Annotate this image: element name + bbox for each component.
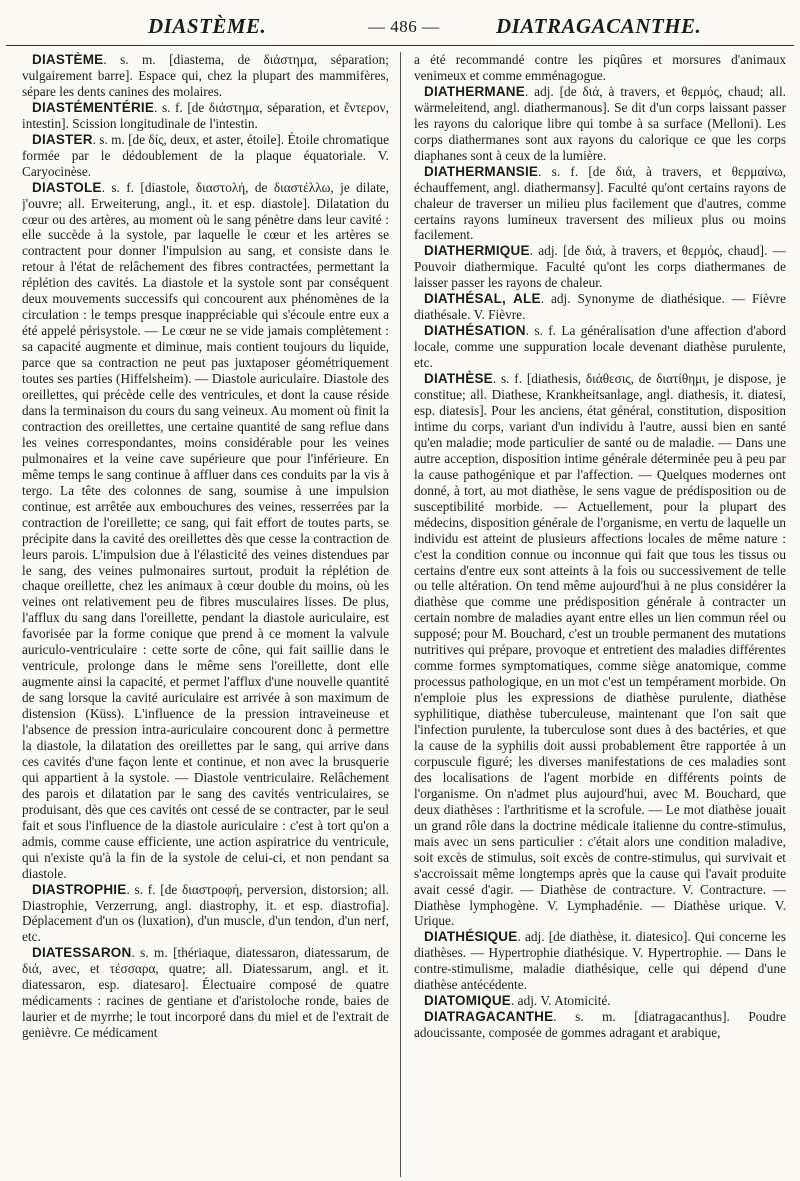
right-column <box>414 52 786 1176</box>
dictionary-entry <box>414 84 786 164</box>
dictionary-entry <box>22 945 389 1041</box>
dictionary-entry <box>414 243 786 291</box>
entry-definition: . adj. V. Atomicité. <box>511 993 611 1009</box>
entry-headword: DIATHERMANE <box>424 83 525 99</box>
dictionary-entry <box>414 291 786 323</box>
entry-headword: DIATHÉSAL, ALE <box>424 291 541 307</box>
dictionary-entry <box>414 1009 786 1041</box>
column-divider <box>400 52 401 1177</box>
entry-definition: . s. f. [de διαστροφή, perversion, distorsion; all. Diastrophie, Verzerrung, angl. diastrophy, it. et esp. diastrofia]. Déplacement d'un os (luxation), d'un muscle, d'un tendon, d'un nerf, etc. <box>22 881 389 945</box>
entry-definition: . s. f. [de διά, à travers, et θερμαίνω, échauffement, angl. diathermansy]. Faculté qu'ont certains rayons de chaleur de traverser un milieu plus facilement que d'autres, comme certains rayons lumineux traversent des milieux plus ou moins facilement. <box>414 163 786 243</box>
entry-headword: DIASTOLE <box>32 179 102 195</box>
header-rule <box>6 45 794 46</box>
entry-definition: . s. f. La généralisation d'une affection d'abord locale, comme une suppuration locale devenant diathèse purulente, etc. <box>414 323 786 371</box>
dictionary-entry <box>22 882 389 946</box>
entry-definition: . adj. Synonyme de diathésique. — Fièvre diathésale. V. Fièvre. <box>414 291 786 323</box>
entry-headword: DIATHERMANSIE <box>424 163 539 179</box>
dictionary-entry <box>414 371 786 929</box>
dictionary-entry <box>414 323 786 371</box>
dictionary-entry <box>414 52 786 84</box>
header-right-guide-word: DIATRAGACANTHE. <box>496 14 702 38</box>
dictionary-entry <box>22 52 389 100</box>
entry-headword: DIATOMIQUE <box>424 993 512 1009</box>
entry-headword: DIATHÉSIQUE <box>424 929 518 945</box>
entry-definition: . s. m. [diastema, de διάστημα, séparation; vulgairement barre]. Espace qui, chez la plupart des mammifères, sépare les dents canines des molaires. <box>22 52 389 99</box>
dictionary-entry <box>414 993 786 1009</box>
entry-definition: . s. f. [diastole, διαστολή, de διαστέλλω, je dilate, j'ouvre; all. Erweiterung, angl., it. et esp. diastole]. Dilatation du cœur ou des artères, au moment où le sang pénètre dans leur cavité : elle succède à la systole, par laquelle le cœur et les artères se contractent pour donner l'impulsion au sang, et consiste dans le retour à l'état de relâchement des fibres contractées, permettant la réplétion des cavités. La diastole et la systole sont par conséquent deux mouvements successifs qui concourent aux phénomènes de la circulation : le temps presque inappréciable qui s'écoule entre eux a été appelé périsystole. — Le cœur ne se vide jamais complètement : sa capacité augmente et diminue, mais contient toujours du liquide, parce que sa contraction ne peut pas juxtaposer géométriquement toutes ses parties (Hiffelsheim). — Diastole auriculaire. Diastole des oreillettes, qui précède celle des ventricules, et dont la cause réside dans la terminaison du cours du sang veineux. Au moment où finit la contraction des oreillettes, une certaine quantité de sang reflue dans les veines correspondantes, moins considérable pour les veines pulmonaires et la veine cave supérieure que pour l'inférieure. En même temps le sang continue à affluer dans ces conduits par la vis à tergo. La tête des colonnes de sang, soumise à une impulsion continue, est arrêtée aux embouchures des veines, resserrées par la contraction de l'oreillette; ce sang, qui fait effort de toutes parts, se précipite dans la cavité des oreillettes dès que cesse la contraction de leurs parois. L'impulsion due à l'élasticité des veines distendues par le sang, des veines pulmonaires surtout, produit la réplétion de chaque oreillette, chez les animaux à cœur double du moins, où les veines ont relativement peu de fibres musculaires lisses. De plus, l'afflux du sang dans l'oreillette, pendant la diastole auriculaire, est favorisée par la forme conique que prend à ce moment la valvule auriculo-ventriculaire : cette sorte de cône, qui fait saillie dans le ventricule, prolonge dans le même sens l'oreillette, dont elle augmente ainsi la capacité, et permet l'afflux d'une nouvelle quantité de sang lorsque la cavité auriculaire est arrivée à son maximum de distension (Küss). L'influence de la pression intraveineuse et l'absence de pression intra-auriculaire concourent donc à permettre la diastole, la dilatation des oreillettes par le sang, qui arrive dans ces cavités d'une façon lente et continue, et non avec la brusquerie qui appartient à la systole. — Diastole ventriculaire. Relâchement des parois et dilatation par le sang des cavités ventriculaires, se produisant, dès que ces cavités ont cessé de se contracter, par le seul fait et sous l'influence de la diastole auriculaire : c'est à tort qu'on a admis, comme cause efficiente, une action aspiratrice du ventricule, qui n'existe qu'à la fin de la systole de celui-ci, et non pendant sa diastole. <box>22 179 389 881</box>
entry-headword: DIASTÉMENTÉRIE <box>32 99 155 115</box>
entry-definition: . s. m. [thériaque, diatessaron, diatessarum, de διά, avec, et τέσσαρα, quatre; all. Diatessarum, angl. et it. diatessaron, esp. diatesaro]. Électuaire composé de quatre médicaments : racines de gentiane et d'aristoloche ronde, baies de laurier et de myrrhe; le tout incorporé dans du miel et de l'extrait de genièvre. Ce médicament <box>22 945 389 1041</box>
header-left-guide-word: DIASTÈME. <box>148 14 267 38</box>
dictionary-entry <box>414 929 786 993</box>
dictionary-entry <box>414 164 786 244</box>
entry-definition: . adj. [de diathèse, it. diatesico]. Qui concerne les diathèses. — Hypertrophie diathésique. V. Hypertrophie. — Dans le contre-stimulisme, maladie diathésique, celle qui dépend d'une diathèse antécédente. <box>414 929 786 993</box>
entry-headword: DIASTÈME <box>32 52 104 67</box>
entry-headword: DIASTROPHIE <box>32 881 127 897</box>
entry-definition: . s. m. [diatragacanthus]. Poudre adoucissante, composée de gommes adragant et arabique, <box>414 1009 786 1041</box>
left-column <box>22 52 389 1176</box>
entry-definition: . adj. [de διά, à travers, et θερμός, chaud; all. wärmeleitend, angl. diathermanous]. Se dit d'un corps laissant passer les rayons du calorique libre qui tombe à sa surface (Melloni). Les corps diathermanes sont aux rayons du calorique ce que les corps diaphanes sont à ceux de la lumière. <box>414 83 786 163</box>
dictionary-entry <box>22 100 389 132</box>
entry-definition: . s. f. [de διάστημα, séparation, et ἔντερον, intestin]. Scission longitudinale de l'intestin. <box>22 99 389 131</box>
entry-definition: a été recommandé contre les piqûres et morsures d'animaux venimeux et comme emménagogue. <box>414 52 786 83</box>
page-number: — 486 — <box>368 17 440 36</box>
entry-headword: DIATHÉSATION <box>424 323 526 339</box>
entry-definition: . s. m. [de δίς, deux, et aster, étoile]. Étoile chromatique formée par le dédoublement de la plaque équatoriale. V. Caryocinèse. <box>22 131 389 179</box>
entry-definition: . adj. [de διά, à travers, et θερμός, chaud]. — Pouvoir diathermique. Faculté qu'ont les corps diathermanes de laisser passer les rayons de chaleur. <box>414 243 786 291</box>
entry-headword: DIATRAGACANTHE <box>424 1009 554 1025</box>
entry-headword: DIASTER <box>32 131 93 147</box>
entry-headword: DIATESSARON <box>32 945 132 961</box>
page-header <box>0 14 800 44</box>
entry-headword: DIATHERMIQUE <box>424 243 530 259</box>
dictionary-entry <box>22 180 389 882</box>
dictionary-entry <box>22 132 389 180</box>
entry-headword: DIATHÈSE <box>424 371 493 387</box>
entry-definition: . s. f. [diathesis, διάθεσις, de διατίθημι, je dispose, je constitue; all. Diathese, Krankheitsanlage, angl. diathesis, it. diatesi, esp. diatesis]. Pour les anciens, état général, constitution, disposition intime du corps, variant d'un individu à l'autre, aussi bien en santé qu'en maladie; mode particulier de santé ou de maladie. — Dans une autre acception, disposition intime générale déterminée peu à peu par la cause pathogénique et par l'affection. — Quelques modernes ont donné, à tort, au mot diathèse, le sens vague de prédisposition ou de susceptibilité morbide. — Actuellement, pour la plupart des médecins, disposition générale de l'organisme, en vertu de laquelle un individu est atteint de plusieurs affections locales de même nature : c'est la condition connue ou inconnue qui fait que tous les tissus ou certains d'entre eux sont atteints à la fois ou successivement de telle ou telle altération. On tend même aujourd'hui à ne plus considérer la diathèse que comme une prédisposition générale à contracter un certain nombre de maladies ayant entre elles un lien commun réel ou supposé; pour M. Bouchard, c'est un trouble permanent des mutations nutritives qui prépare, provoque et entretient des maladies différentes comme formes symptomatiques, comme siège anatomique, comme processus pathologique, en un mot c'est un tempérament morbide. On n'emploie plus les expressions de diathèse purulente, diathèse syphilitique, diathèse tuberculeuse, maintenant que l'on sait que l'infection purulente, la tuberculose sont dues à des bactéries, et que la cause de la syphilis doit aussi probablement être rapportée à un corpuscule figuré; les diverses manifestations de ces maladies sont des localisations de l'agent morbide en différents points de l'organisme. On n'admet plus aujourd'hui, avec M. Bouchard, que deux diathèses : l'arthritisme et la scrofule. — Le mot diathèse jouait un grand rôle dans la doctrine médicale italienne du contre-stimulus, mais avec un sens particulier : c'était alors une condition maladive, soit excès de stimulus, soit excès de contre-stimulus, qui survivait et s'accroissait même longtemps après que la cause qui l'avait produite avait cessé d'agir. — Diathèse de contracture. V. Contracture. — Diathèse lymphogène. V. Lymphadénie. — Diathèse urique. V. Urique. <box>414 371 786 929</box>
